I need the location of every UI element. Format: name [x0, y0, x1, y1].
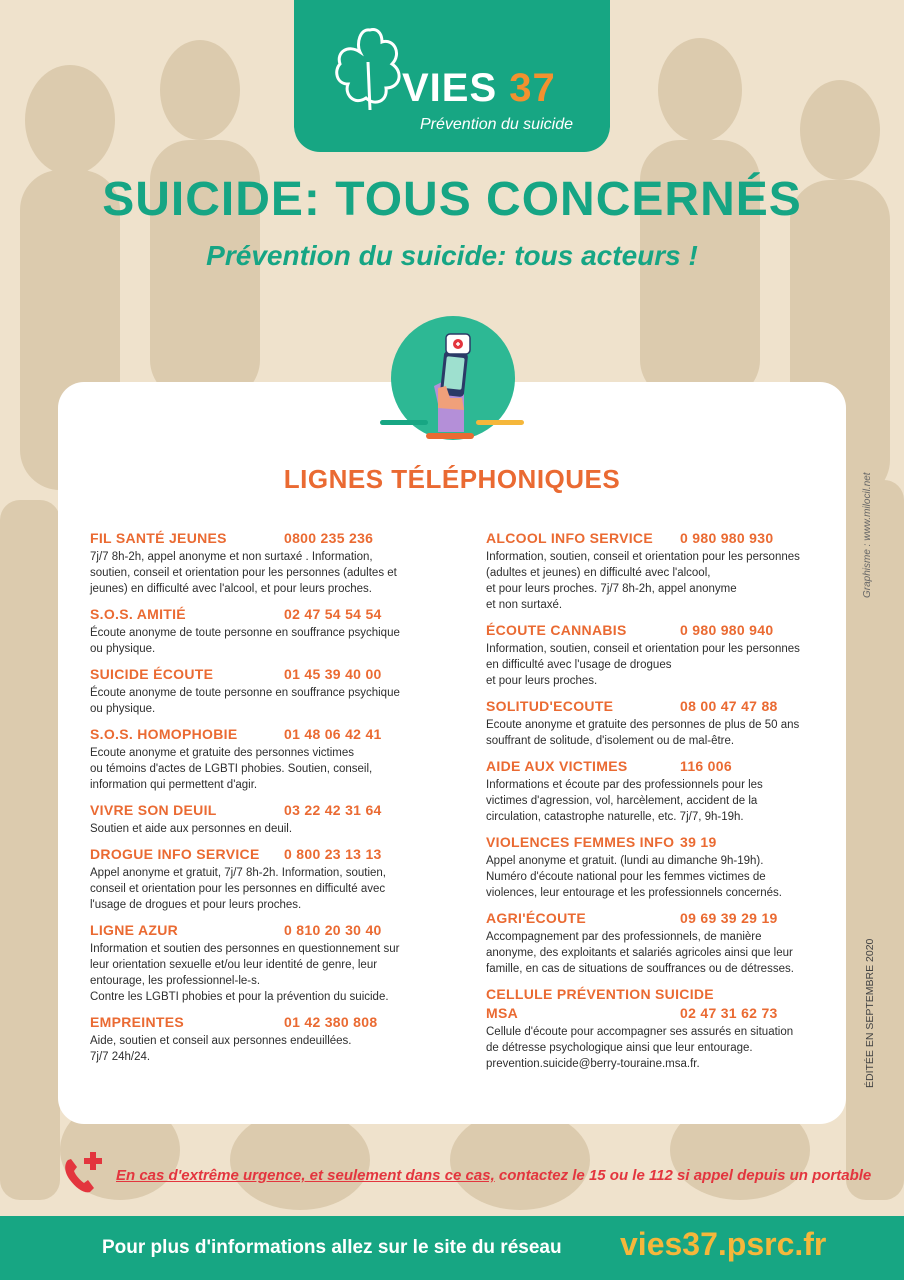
- list-item: [90, 1014, 420, 1065]
- list-item: [90, 606, 420, 657]
- urgent-underlined: En cas d'extrême urgence, et seulement dans ce cas,: [116, 1167, 495, 1184]
- line-phone: 08 00 47 47 88: [680, 698, 778, 714]
- logo-tagline: Prévention du suicide: [420, 116, 573, 133]
- desc-line: information qui permettent d'agir.: [90, 779, 258, 791]
- line-name: FIL SANTÉ JEUNES: [90, 530, 227, 546]
- line-phone: 0800 235 236: [284, 530, 374, 546]
- desc-line: de détresse psychologique ainsi que leur entourage.: [486, 1042, 753, 1054]
- line-name: SOLITUD'ECOUTE: [486, 698, 614, 714]
- website-link[interactable]: vies37.psrc.fr: [620, 1226, 827, 1262]
- desc-line: Information, soutien, conseil et orientation pour les personnes: [486, 643, 800, 655]
- desc-line: Contre les LGBTI phobies et pour la prévention du suicide.: [90, 991, 389, 1003]
- page-title: SUICIDE: TOUS CONCERNÉS: [102, 173, 802, 226]
- left-column: [90, 530, 420, 1074]
- line-name: MSA: [486, 1005, 519, 1021]
- line-phone: 39 19: [680, 834, 717, 850]
- line-name: ALCOOL INFO SERVICE: [486, 530, 653, 546]
- desc-line: et non surtaxé.: [486, 599, 563, 611]
- section-title: LIGNES TÉLÉPHONIQUES: [283, 464, 621, 494]
- list-item: [90, 666, 420, 717]
- desc-line: Information et soutien des personnes en questionnement sur: [90, 943, 400, 955]
- desc-line: Soutien et aide aux personnes en deuil.: [90, 823, 293, 835]
- desc-line: ou physique.: [90, 703, 156, 715]
- desc-line: 7j/7 24h/24.: [90, 1051, 151, 1063]
- line-phone: 01 42 380 808: [284, 1014, 378, 1030]
- line-phone: 0 980 980 930: [680, 530, 774, 546]
- line-name: VIOLENCES FEMMES INFO: [486, 834, 675, 850]
- list-item: [486, 986, 816, 1072]
- desc-line: Écoute anonyme de toute personne en souffrance psychique: [90, 687, 400, 699]
- desc-line: Ecoute anonyme et gratuite des personnes victimes: [90, 747, 355, 759]
- line-phone: 03 22 42 31 64: [284, 802, 382, 818]
- desc-line: (adultes et jeunes) en difficulté avec l'alcool,: [486, 567, 711, 579]
- line-name: ÉCOUTE CANNABIS: [486, 622, 627, 638]
- logo-number: 37: [509, 66, 556, 110]
- line-name: AIDE AUX VICTIMES: [486, 758, 628, 774]
- list-item: [486, 910, 816, 977]
- line-name: EMPREINTES: [90, 1014, 185, 1030]
- emergency-phone-icon: [62, 1150, 106, 1196]
- logo-box: [294, 0, 610, 152]
- phone-hand-illustration: [380, 316, 526, 446]
- desc-line: Cellule d'écoute pour accompagner ses assurés en situation: [486, 1026, 794, 1038]
- footer-text: Pour plus d'informations allez sur le site du réseau: [102, 1237, 562, 1258]
- logo-name: VIES 37: [402, 66, 556, 110]
- desc-line: victimes d'agression, vol, harcèlement, accident de la: [486, 795, 758, 807]
- edition-date: ÉDITÉE EN SEPTEMBRE 2020: [864, 938, 876, 1088]
- list-item: [486, 622, 816, 689]
- desc-line: l'usage de drogues et pour leurs proches.: [90, 899, 302, 911]
- phone-hand-icon: [380, 316, 526, 446]
- line-name: S.O.S. HOMOPHOBIE: [90, 726, 238, 742]
- desc-line: Appel anonyme et gratuit, 7j/7 8h-2h. Information, soutien,: [90, 867, 386, 879]
- desc-line: Accompagnement par des professionnels, de manière: [486, 931, 762, 943]
- desc-line: et pour leurs proches. 7j/7 8h-2h, appel anonyme: [486, 583, 737, 595]
- desc-line: Aide, soutien et conseil aux personnes endeuillées.: [90, 1035, 352, 1047]
- list-item: [486, 758, 816, 825]
- desc-line: Information, soutien, conseil et orientation pour les personnes: [486, 551, 800, 563]
- desc-line: en difficulté avec l'usage de drogues: [486, 659, 672, 671]
- desc-line: Numéro d'écoute national pour les femmes victimes de: [486, 871, 766, 883]
- desc-line: Ecoute anonyme et gratuite des personnes de plus de 50 ans: [486, 719, 800, 731]
- list-item: [486, 834, 816, 901]
- line-phone: 116 006: [680, 758, 732, 774]
- list-item: [90, 726, 420, 793]
- desc-line: violences, leur entourage et les professionnels concernés.: [486, 887, 782, 899]
- desc-line: 7j/7 8h-2h, appel anonyme et non surtaxé . Information,: [90, 551, 373, 563]
- line-phone: 02 47 54 54 54: [284, 606, 382, 622]
- leaf-logo-icon: [330, 22, 406, 112]
- graphic-credit: Graphisme : www.milocil.net: [862, 472, 873, 598]
- desc-line: leur orientation sexuelle et/ou leur identité de genre, leur: [90, 959, 378, 971]
- line-name: SUICIDE ÉCOUTE: [90, 666, 214, 682]
- line-name: VIVRE SON DEUIL: [90, 802, 217, 818]
- right-column: [486, 530, 816, 1081]
- desc-line: Informations et écoute par des professionnels pour les: [486, 779, 763, 791]
- urgent-text: [116, 1167, 871, 1184]
- desc-line: anonyme, des exploitants et salariés agricoles ainsi que leur: [486, 947, 793, 959]
- desc-line: famille, en cas de situations de souffrances ou de détresses.: [486, 963, 794, 975]
- footer: [0, 1216, 904, 1280]
- line-phone: 0 800 23 13 13: [284, 846, 382, 862]
- list-item: [486, 530, 816, 613]
- list-item: [90, 846, 420, 913]
- desc-line: jeunes) en difficulté avec l'alcool, et pour leurs proches.: [90, 583, 372, 595]
- line-name: LIGNE AZUR: [90, 922, 179, 938]
- desc-line: souffrant de solitude, d'isolement ou de mal-être.: [486, 735, 735, 747]
- desc-line: ou physique.: [90, 643, 156, 655]
- list-item: [90, 530, 420, 597]
- line-phone: 0 810 20 30 40: [284, 922, 382, 938]
- line-phone: 01 45 39 40 00: [284, 666, 382, 682]
- list-item: [486, 698, 816, 749]
- urgent-notice: [62, 1150, 872, 1200]
- page-subtitle: Prévention du suicide: tous acteurs !: [206, 240, 698, 271]
- line-phone: 0 980 980 940: [680, 622, 774, 638]
- line-phone: 09 69 39 29 19: [680, 910, 778, 926]
- desc-line: soutien, conseil et orientation pour les personnes (adultes et: [90, 567, 397, 579]
- line-name-first: CELLULE PRÉVENTION SUICIDE: [486, 986, 714, 1002]
- desc-line: entourage, les professionnel-le-s.: [90, 975, 261, 987]
- line-phone: 02 47 31 62 73: [680, 1005, 778, 1021]
- line-name: S.O.S. AMITIÉ: [90, 606, 186, 622]
- desc-line: et pour leurs proches.: [486, 675, 598, 687]
- desc-line: prevention.suicide@berry-touraine.msa.fr.: [486, 1058, 700, 1070]
- desc-line: Appel anonyme et gratuit. (lundi au dimanche 9h-19h).: [486, 855, 764, 867]
- desc-line: ou témoins d'actes de LGBTI phobies. Soutien, conseil,: [90, 763, 373, 775]
- line-phone: 01 48 06 42 41: [284, 726, 382, 742]
- desc-line: conseil et orientation pour les personnes en difficulté avec: [90, 883, 386, 895]
- urgent-rest: contactez le 15 ou le 112 si appel depuis un portable: [494, 1167, 872, 1184]
- line-name: DROGUE INFO SERVICE: [90, 846, 260, 862]
- list-item: [90, 802, 420, 837]
- desc-line: Écoute anonyme de toute personne en souffrance psychique: [90, 627, 400, 639]
- desc-line: circulation, catastrophe naturelle, etc. 7j/7, 9h-19h.: [486, 811, 744, 823]
- line-name: AGRI'ÉCOUTE: [486, 910, 586, 926]
- list-item: [90, 922, 420, 1005]
